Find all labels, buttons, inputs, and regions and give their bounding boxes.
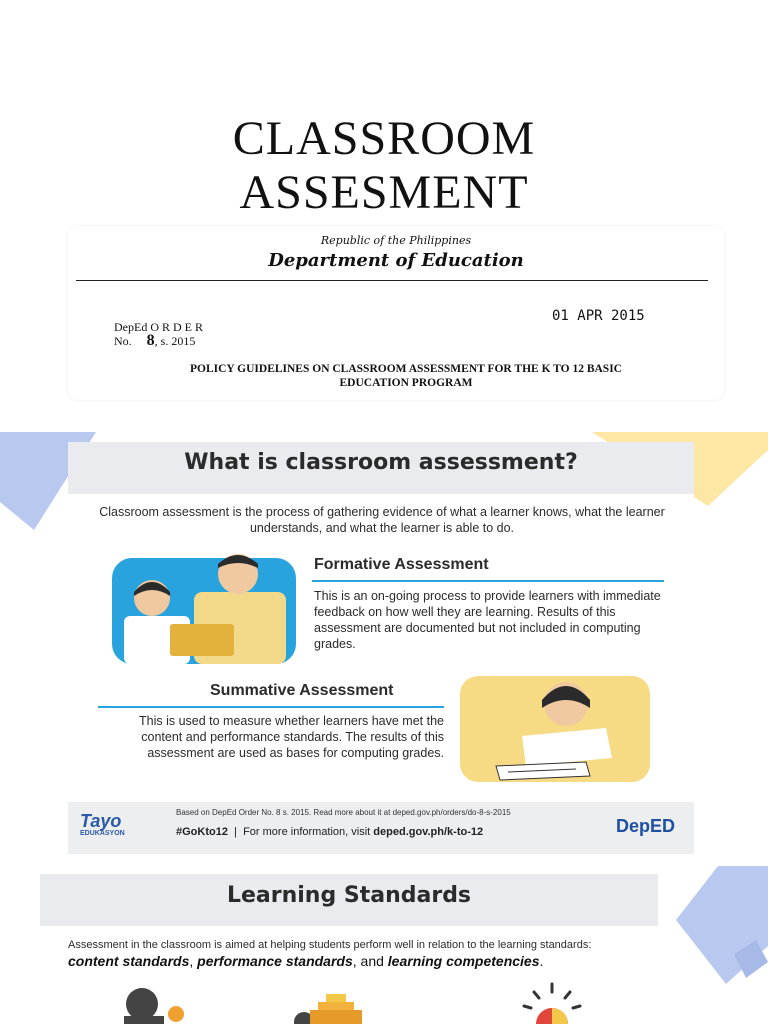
deped-logo: DepED [616,816,676,836]
period: . [539,953,544,969]
summative-title: Summative Assessment [210,682,394,699]
order-no-value: 8 [146,332,155,349]
infographic-intro: Classroom assessment is the process of gathering evidence of what a learner knows, what the learner understands, and what the learner is able to do. [99,505,665,535]
performance-standards: performance standards [197,953,353,969]
order-date-stamp: 01 APR 2015 [552,308,645,324]
learning-standards-intro: Assessment in the classroom is aimed at helping students perform well in relation to the learning standards: [68,939,592,951]
summative-illustration [456,674,654,786]
order-series: , s. 2015 [154,334,196,348]
formative-illustration [108,552,304,670]
learning-standards-title: Learning Standards [226,883,472,908]
formative-text: This is an on-going process to provide learners with immediate feedback on how well they are learning. Results of this assessment are documented but not included in computing grades. [314,589,661,651]
footer-hashtag: #GoKto12 [176,826,228,838]
tayo-logo-sub: EDUKASYON [80,830,125,837]
order-number-block [114,320,203,348]
department-label: Department of Education [268,250,524,271]
footer-more-info [176,826,483,838]
page-title-line1: CLASSROOM [232,112,536,165]
infographic-footer [68,802,694,854]
formative-title: Formative Assessment [314,556,489,573]
footer-separator: | [234,826,237,838]
deped-order-card [68,226,724,400]
header-divider [76,280,708,281]
learning-standards-icons [120,982,640,1024]
infographic-title: What is classroom assessment? [184,450,578,475]
footer-based-on: Based on DepEd Order No. 8 s. 2015. Read more about it at deped.gov.ph/orders/do-8-s-2015 [176,808,511,817]
tayo-logo-text: Tayo [80,811,122,831]
page-title-line2: ASSESMENT [239,166,529,219]
tayo-logo [80,812,125,837]
learning-standards-list [68,953,658,969]
summative-text: This is used to measure whether learners have met the content and performance standards. The results of this assessment are used as bases for computing grades. [138,714,444,760]
formative-divider [312,580,664,582]
order-subject-line1: POLICY GUIDELINES ON CLASSROOM ASSESSMENT FOR THE K TO 12 BASIC [189,363,622,375]
deco-blue-shape-bottom-right [676,866,768,984]
page-title [0,112,768,220]
order-number-line [114,334,203,348]
order-no-label: No. [114,334,132,348]
and-separator: , and [352,953,384,969]
order-label: DepEd O R D E R [114,320,203,334]
comma-separator: , [189,953,194,969]
footer-url-link[interactable]: deped.gov.ph/k-to-12 [373,826,484,838]
republic-label: Republic of the Philippines [320,234,472,247]
order-subject-line2: EDUCATION PROGRAM [339,377,473,389]
learning-competencies: learning competencies [387,953,540,969]
learning-standards-card [40,874,658,1024]
footer-more-text: For more information, visit [243,826,371,838]
summative-divider [98,706,444,708]
classroom-assessment-infographic [68,442,694,854]
content-standards: content standards [68,953,190,969]
order-subject [108,362,704,390]
